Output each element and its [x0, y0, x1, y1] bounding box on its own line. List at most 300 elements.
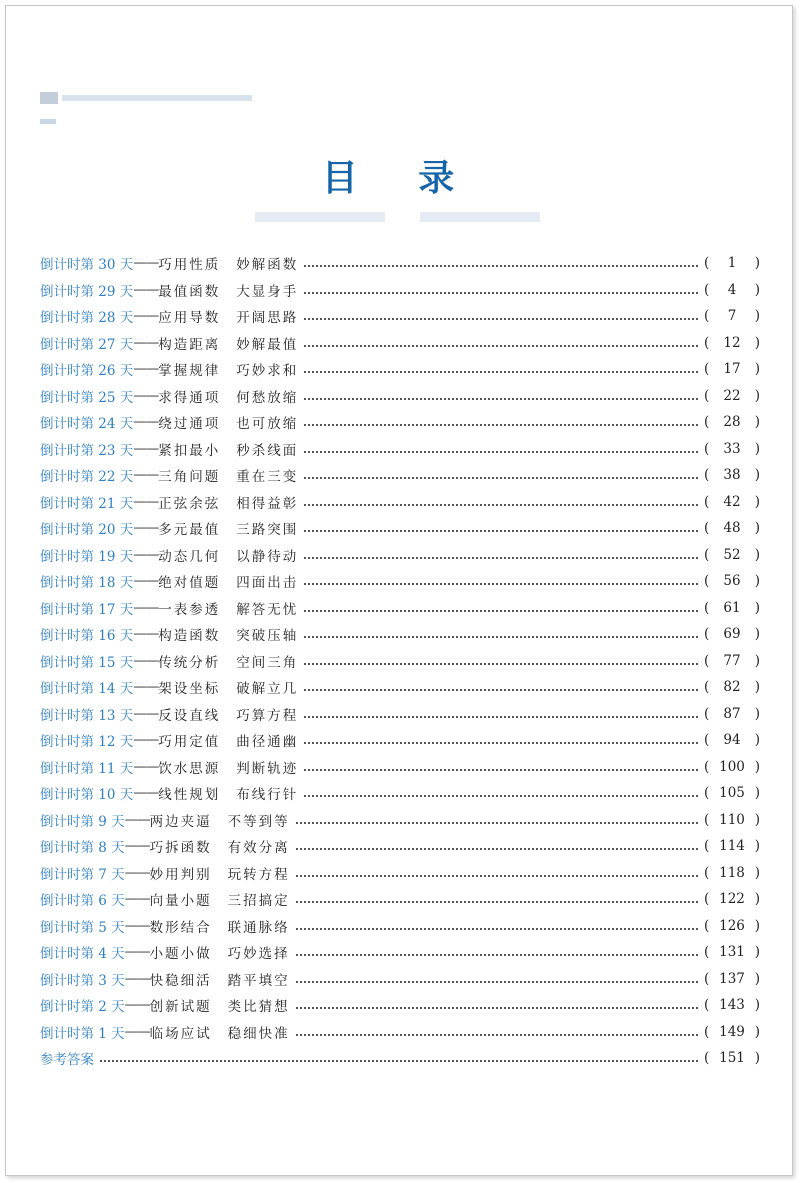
toc-entry[interactable]	[40, 383, 760, 410]
toc-page-number: 33	[723, 440, 741, 457]
toc-phrase-2: 布线行针	[236, 787, 299, 804]
paren-open: (	[704, 255, 710, 272]
toc-phrase-1: 快稳细活	[149, 972, 212, 989]
toc-phrase-1: 一表参透	[158, 601, 221, 618]
toc-dot-leader	[304, 661, 698, 665]
paren-close: )	[754, 944, 760, 961]
toc-page-number: 69	[723, 626, 741, 643]
toc-day-label: 倒计时第 14 天	[40, 681, 134, 698]
toc-dash: ——	[133, 493, 159, 510]
toc-phrase-1: 构造函数	[158, 628, 221, 645]
toc-page-ref	[704, 944, 760, 960]
toc-dash: ——	[133, 255, 159, 272]
toc-day-label: 倒计时第 28 天	[40, 310, 134, 327]
toc-page-ref	[704, 891, 760, 907]
toc-dash: ——	[133, 308, 159, 325]
toc-phrase-1: 临场应试	[149, 1025, 212, 1042]
toc-page-number: 87	[723, 705, 741, 722]
toc-page-number: 61	[723, 599, 741, 616]
paren-open: (	[704, 361, 710, 378]
toc-dash: ——	[124, 997, 150, 1014]
paren-close: )	[754, 679, 760, 696]
toc-dot-leader	[304, 555, 698, 559]
toc-page-number: 126	[719, 917, 745, 934]
toc-dot-leader	[304, 449, 698, 453]
paren-open: (	[704, 1050, 710, 1067]
toc-phrase-1: 饮水思源	[158, 760, 221, 777]
toc-day-label: 倒计时第 7 天	[40, 866, 125, 883]
toc-phrase-1: 绕过通项	[158, 416, 221, 433]
toc-day-label: 倒计时第 22 天	[40, 469, 134, 486]
paren-open: (	[704, 1023, 710, 1040]
header-faded-text	[62, 95, 252, 101]
toc-day-label: 倒计时第 8 天	[40, 840, 125, 857]
toc-phrase-2: 稳细快准	[227, 1025, 290, 1042]
paren-close: )	[754, 1023, 760, 1040]
paren-close: )	[754, 811, 760, 828]
toc-phrase-1: 多元最值	[158, 522, 221, 539]
toc-entry[interactable]	[40, 886, 760, 913]
toc-entry[interactable]	[40, 462, 760, 489]
toc-phrase-1: 反设直线	[158, 707, 221, 724]
toc-day-label: 倒计时第 12 天	[40, 734, 134, 751]
toc-page-number: 110	[719, 811, 745, 828]
toc-page-ref	[704, 255, 760, 271]
toc-page-number: 7	[727, 308, 737, 325]
toc-page-ref	[704, 918, 760, 934]
toc-phrase-2: 巧算方程	[236, 707, 299, 724]
toc-day-label: 倒计时第 23 天	[40, 442, 134, 459]
toc-entry[interactable]	[40, 277, 760, 304]
toc-phrase-1: 巧用性质	[158, 257, 221, 274]
toc-page-number: 17	[723, 361, 741, 378]
toc-page-number: 38	[723, 467, 741, 484]
toc-entry[interactable]	[40, 674, 760, 701]
toc-dash: ——	[133, 281, 159, 298]
toc-page-ref	[704, 1024, 760, 1040]
toc-phrase-1: 巧拆函数	[149, 840, 212, 857]
toc-page-number: 105	[719, 785, 745, 802]
paren-close: )	[754, 414, 760, 431]
toc-dot-leader	[100, 1058, 698, 1062]
toc-phrase-1: 掌握规律	[158, 363, 221, 380]
toc-dot-leader	[304, 316, 698, 320]
paren-open: (	[704, 838, 710, 855]
toc-page-ref	[704, 706, 760, 722]
toc-phrase-1: 传统分析	[158, 654, 221, 671]
toc-page-ref	[704, 467, 760, 483]
toc-phrase-2: 相得益彰	[236, 495, 299, 512]
toc-page-number: 48	[723, 520, 741, 537]
toc-day-label: 倒计时第 21 天	[40, 495, 134, 512]
toc-dash: ——	[133, 679, 159, 696]
paren-close: )	[754, 970, 760, 987]
toc-phrase-1: 线性规划	[158, 787, 221, 804]
paren-close: )	[754, 281, 760, 298]
toc-page-number: 143	[719, 997, 745, 1014]
toc-phrase-2: 解答无忧	[236, 601, 299, 618]
paren-open: (	[704, 308, 710, 325]
toc-entry[interactable]	[40, 595, 760, 622]
paren-open: (	[704, 891, 710, 908]
subtitle-faded-left	[255, 212, 385, 222]
toc-page-ref	[704, 838, 760, 854]
toc-phrase-2: 四面出击	[236, 575, 299, 592]
toc-page-ref	[704, 997, 760, 1013]
toc-page-number: 149	[719, 1023, 745, 1040]
toc-phrase-1: 妙用判别	[149, 866, 212, 883]
toc-dot-leader	[304, 714, 698, 718]
toc-phrase-1: 绝对值题	[158, 575, 221, 592]
toc-entry[interactable]	[40, 780, 760, 807]
subtitle-faded-right	[420, 212, 540, 222]
toc-phrase-2: 类比猜想	[227, 999, 290, 1016]
toc-phrase-2: 秒杀线面	[236, 442, 299, 459]
toc-phrase-2: 以静待动	[236, 548, 299, 565]
toc-page-number: 114	[719, 838, 745, 855]
toc-dot-leader	[296, 926, 698, 930]
paren-open: (	[704, 997, 710, 1014]
toc-dash: ——	[124, 891, 150, 908]
toc-phrase-2: 踏平填空	[227, 972, 290, 989]
paren-open: (	[704, 864, 710, 881]
toc-day-label: 倒计时第 20 天	[40, 522, 134, 539]
toc-phrase-1: 紧扣最小	[158, 442, 221, 459]
toc-phrase-1: 创新试题	[149, 999, 212, 1016]
toc-dot-leader	[304, 369, 698, 373]
toc-entry[interactable]	[40, 701, 760, 728]
toc-entry[interactable]	[40, 860, 760, 887]
answers-label: 参考答案	[40, 1052, 94, 1069]
toc-entry[interactable]	[40, 648, 760, 675]
toc-dot-leader	[304, 634, 698, 638]
toc-page-number: 77	[723, 652, 741, 669]
toc-dot-leader	[304, 343, 698, 347]
toc-dot-leader	[296, 846, 698, 850]
toc-page-number: 100	[719, 758, 745, 775]
toc-phrase-1: 动态几何	[158, 548, 221, 565]
paren-open: (	[704, 626, 710, 643]
toc-page-number: 1	[727, 255, 737, 272]
toc-dash: ——	[133, 414, 159, 431]
paren-close: )	[754, 838, 760, 855]
toc-page-ref	[704, 441, 760, 457]
toc-entry[interactable]	[40, 489, 760, 516]
toc-page-ref	[704, 971, 760, 987]
toc-day-label: 倒计时第 15 天	[40, 654, 134, 671]
toc-dash: ——	[133, 361, 159, 378]
toc-dash: ——	[133, 546, 159, 563]
toc-phrase-1: 最值函数	[158, 283, 221, 300]
toc-entry[interactable]	[40, 568, 760, 595]
toc-day-label: 倒计时第 6 天	[40, 893, 125, 910]
toc-day-label: 倒计时第 13 天	[40, 707, 134, 724]
paren-close: )	[754, 440, 760, 457]
paren-open: (	[704, 467, 710, 484]
toc-phrase-1: 架设坐标	[158, 681, 221, 698]
toc-phrase-1: 构造距离	[158, 336, 221, 353]
paren-open: (	[704, 944, 710, 961]
toc-dash: ——	[133, 467, 159, 484]
toc-entry[interactable]	[40, 409, 760, 436]
toc-entry[interactable]	[40, 727, 760, 754]
toc-day-label: 倒计时第 19 天	[40, 548, 134, 565]
toc-dot-leader	[304, 475, 698, 479]
toc-dash: ——	[124, 917, 150, 934]
toc-phrase-2: 判断轨迹	[236, 760, 299, 777]
toc-day-label: 倒计时第 29 天	[40, 283, 134, 300]
paren-close: )	[754, 520, 760, 537]
toc-dot-leader	[304, 740, 698, 744]
toc-day-label: 倒计时第 18 天	[40, 575, 134, 592]
paren-open: (	[704, 414, 710, 431]
paren-close: )	[754, 997, 760, 1014]
toc-page-ref	[704, 388, 760, 404]
toc-phrase-2: 大显身手	[236, 283, 299, 300]
toc-phrase-2: 三招搞定	[227, 893, 290, 910]
toc-page-ref	[704, 679, 760, 695]
toc-dot-leader	[296, 820, 698, 824]
paren-close: )	[754, 546, 760, 563]
paren-close: )	[754, 493, 760, 510]
toc-phrase-1: 向量小题	[149, 893, 212, 910]
paren-close: )	[754, 467, 760, 484]
toc-entry[interactable]	[40, 542, 760, 569]
toc-page-ref	[704, 335, 760, 351]
toc-dot-leader	[304, 608, 698, 612]
toc-entry[interactable]	[40, 303, 760, 330]
toc-page-number: 52	[723, 546, 741, 563]
toc-phrase-2: 开阔思路	[236, 310, 299, 327]
toc-phrase-2: 也可放缩	[236, 416, 299, 433]
paren-close: )	[754, 785, 760, 802]
toc-dot-leader	[304, 581, 698, 585]
toc-phrase-2: 不等到等	[227, 813, 290, 830]
toc-dash: ——	[133, 440, 159, 457]
toc-dash: ——	[133, 573, 159, 590]
toc-dash: ——	[133, 652, 159, 669]
toc-dash: ——	[133, 785, 159, 802]
toc-dot-leader	[304, 422, 698, 426]
paren-close: )	[754, 1050, 760, 1067]
toc-dash: ——	[133, 334, 159, 351]
toc-phrase-2: 空间三角	[236, 654, 299, 671]
paren-open: (	[704, 652, 710, 669]
toc-phrase-2: 有效分离	[227, 840, 290, 857]
paren-close: )	[754, 334, 760, 351]
toc-phrase-2: 三路突围	[236, 522, 299, 539]
toc-entry[interactable]	[40, 330, 760, 357]
toc-entry[interactable]	[40, 1019, 760, 1046]
paren-open: (	[704, 705, 710, 722]
toc-day-label: 倒计时第 1 天	[40, 1025, 125, 1042]
toc-entry[interactable]	[40, 356, 760, 383]
toc-phrase-2: 玩转方程	[227, 866, 290, 883]
toc-entry[interactable]	[40, 621, 760, 648]
toc-page-ref	[704, 600, 760, 616]
toc-dot-leader	[296, 979, 698, 983]
toc-phrase-1: 三角问题	[158, 469, 221, 486]
toc-entry[interactable]	[40, 250, 760, 277]
toc-page-number: 22	[723, 387, 741, 404]
paren-close: )	[754, 652, 760, 669]
paren-open: (	[704, 493, 710, 510]
toc-dot-leader	[296, 1005, 698, 1009]
toc-dot-leader	[304, 502, 698, 506]
paren-close: )	[754, 758, 760, 775]
toc-entry[interactable]	[40, 754, 760, 781]
toc-entry[interactable]	[40, 436, 760, 463]
toc-entry[interactable]	[40, 515, 760, 542]
toc-page-ref	[704, 308, 760, 324]
toc-page-number: 118	[719, 864, 745, 881]
toc-day-label: 倒计时第 30 天	[40, 257, 134, 274]
paren-close: )	[754, 573, 760, 590]
toc-page-number: 56	[723, 573, 741, 590]
toc-dash: ——	[124, 811, 150, 828]
paren-open: (	[704, 679, 710, 696]
toc-page-ref	[704, 494, 760, 510]
toc-entry[interactable]	[40, 807, 760, 834]
toc-day-label: 倒计时第 16 天	[40, 628, 134, 645]
toc-page-ref	[704, 759, 760, 775]
toc-phrase-2: 巧妙求和	[236, 363, 299, 380]
toc-phrase-1: 应用导数	[158, 310, 221, 327]
toc-page-number: 12	[723, 334, 741, 351]
toc-page-number: 131	[719, 944, 745, 961]
toc-page-ref	[704, 547, 760, 563]
toc-day-label: 倒计时第 17 天	[40, 601, 134, 618]
paren-close: )	[754, 864, 760, 881]
paren-close: )	[754, 255, 760, 272]
toc-dot-leader	[304, 767, 698, 771]
toc-dash: ——	[133, 626, 159, 643]
toc-day-label: 倒计时第 27 天	[40, 336, 134, 353]
toc-dash: ——	[133, 758, 159, 775]
toc-dot-leader	[296, 873, 698, 877]
paren-close: )	[754, 626, 760, 643]
toc-entry[interactable]	[40, 939, 760, 966]
toc-day-label: 倒计时第 9 天	[40, 813, 125, 830]
paren-open: (	[704, 520, 710, 537]
toc-day-label: 倒计时第 11 天	[40, 760, 134, 777]
toc-day-label: 倒计时第 5 天	[40, 919, 125, 936]
toc-entry[interactable]	[40, 833, 760, 860]
toc-page-ref	[704, 282, 760, 298]
toc-page-number: 42	[723, 493, 741, 510]
toc-phrase-2: 妙解函数	[236, 257, 299, 274]
toc-page-number: 4	[727, 281, 737, 298]
toc-phrase-2: 重在三变	[236, 469, 299, 486]
paren-close: )	[754, 308, 760, 325]
paren-open: (	[704, 334, 710, 351]
toc-day-label: 倒计时第 3 天	[40, 972, 125, 989]
toc-page-ref	[704, 414, 760, 430]
paren-open: (	[704, 440, 710, 457]
header-faded-mark	[40, 119, 56, 124]
toc-dot-leader	[296, 952, 698, 956]
toc-page-ref	[704, 785, 760, 801]
toc-day-label: 倒计时第 2 天	[40, 999, 125, 1016]
paren-open: (	[704, 917, 710, 934]
toc-page-ref	[704, 865, 760, 881]
toc-day-label: 倒计时第 10 天	[40, 787, 134, 804]
paren-close: )	[754, 599, 760, 616]
toc-page-number: 82	[723, 679, 741, 696]
toc-entry[interactable]	[40, 913, 760, 940]
toc-dash: ——	[124, 1023, 150, 1040]
toc-dot-leader	[304, 396, 698, 400]
toc-phrase-1: 求得通项	[158, 389, 221, 406]
toc-dot-leader	[304, 793, 698, 797]
paren-close: )	[754, 387, 760, 404]
toc-entry[interactable]	[40, 992, 760, 1019]
toc-phrase-1: 巧用定值	[158, 734, 221, 751]
toc-day-label: 倒计时第 4 天	[40, 946, 125, 963]
toc-dot-leader	[296, 1032, 698, 1036]
toc-page-number: 122	[719, 891, 745, 908]
toc-phrase-2: 何愁放缩	[236, 389, 299, 406]
toc-page-ref	[704, 653, 760, 669]
toc-page-ref	[704, 520, 760, 536]
toc-dot-leader	[304, 263, 698, 267]
toc-dot-leader	[304, 290, 698, 294]
toc-phrase-2: 巧妙选择	[227, 946, 290, 963]
toc-phrase-2: 突破压轴	[236, 628, 299, 645]
toc-dot-leader	[304, 528, 698, 532]
toc-page-ref	[704, 732, 760, 748]
toc-dash: ——	[124, 864, 150, 881]
toc-phrase-1: 小题小做	[149, 946, 212, 963]
toc-phrase-1: 正弦余弦	[158, 495, 221, 512]
toc-entry-answers[interactable]	[40, 1045, 760, 1072]
toc-page-number: 94	[723, 732, 741, 749]
toc-phrase-2: 破解立几	[236, 681, 299, 698]
toc-page-ref	[704, 573, 760, 589]
header-logo-mark	[40, 92, 58, 104]
toc-day-label: 倒计时第 26 天	[40, 363, 134, 380]
paren-close: )	[754, 917, 760, 934]
paren-open: (	[704, 811, 710, 828]
paren-open: (	[704, 281, 710, 298]
toc-phrase-2: 曲径通幽	[236, 734, 299, 751]
toc-dot-leader	[296, 899, 698, 903]
toc-phrase-2: 联通脉络	[227, 919, 290, 936]
toc-page-number: 137	[719, 970, 745, 987]
toc-dot-leader	[304, 687, 698, 691]
paren-close: )	[754, 705, 760, 722]
paren-open: (	[704, 758, 710, 775]
toc-phrase-1: 两边夹逼	[149, 813, 212, 830]
toc-day-label: 倒计时第 25 天	[40, 389, 134, 406]
toc-dash: ——	[124, 838, 150, 855]
toc-page-ref	[704, 812, 760, 828]
toc-dash: ——	[133, 732, 159, 749]
toc-phrase-2: 妙解最值	[236, 336, 299, 353]
toc-day-label: 倒计时第 24 天	[40, 416, 134, 433]
toc-page-ref	[704, 1050, 760, 1066]
paren-open: (	[704, 732, 710, 749]
page-title: 目 录	[321, 158, 479, 199]
paren-close: )	[754, 891, 760, 908]
toc-entry[interactable]	[40, 966, 760, 993]
toc-page-ref	[704, 626, 760, 642]
toc-dash: ——	[133, 705, 159, 722]
toc-page-number: 28	[723, 414, 741, 431]
paren-open: (	[704, 785, 710, 802]
toc-dash: ——	[133, 599, 159, 616]
paren-close: )	[754, 732, 760, 749]
